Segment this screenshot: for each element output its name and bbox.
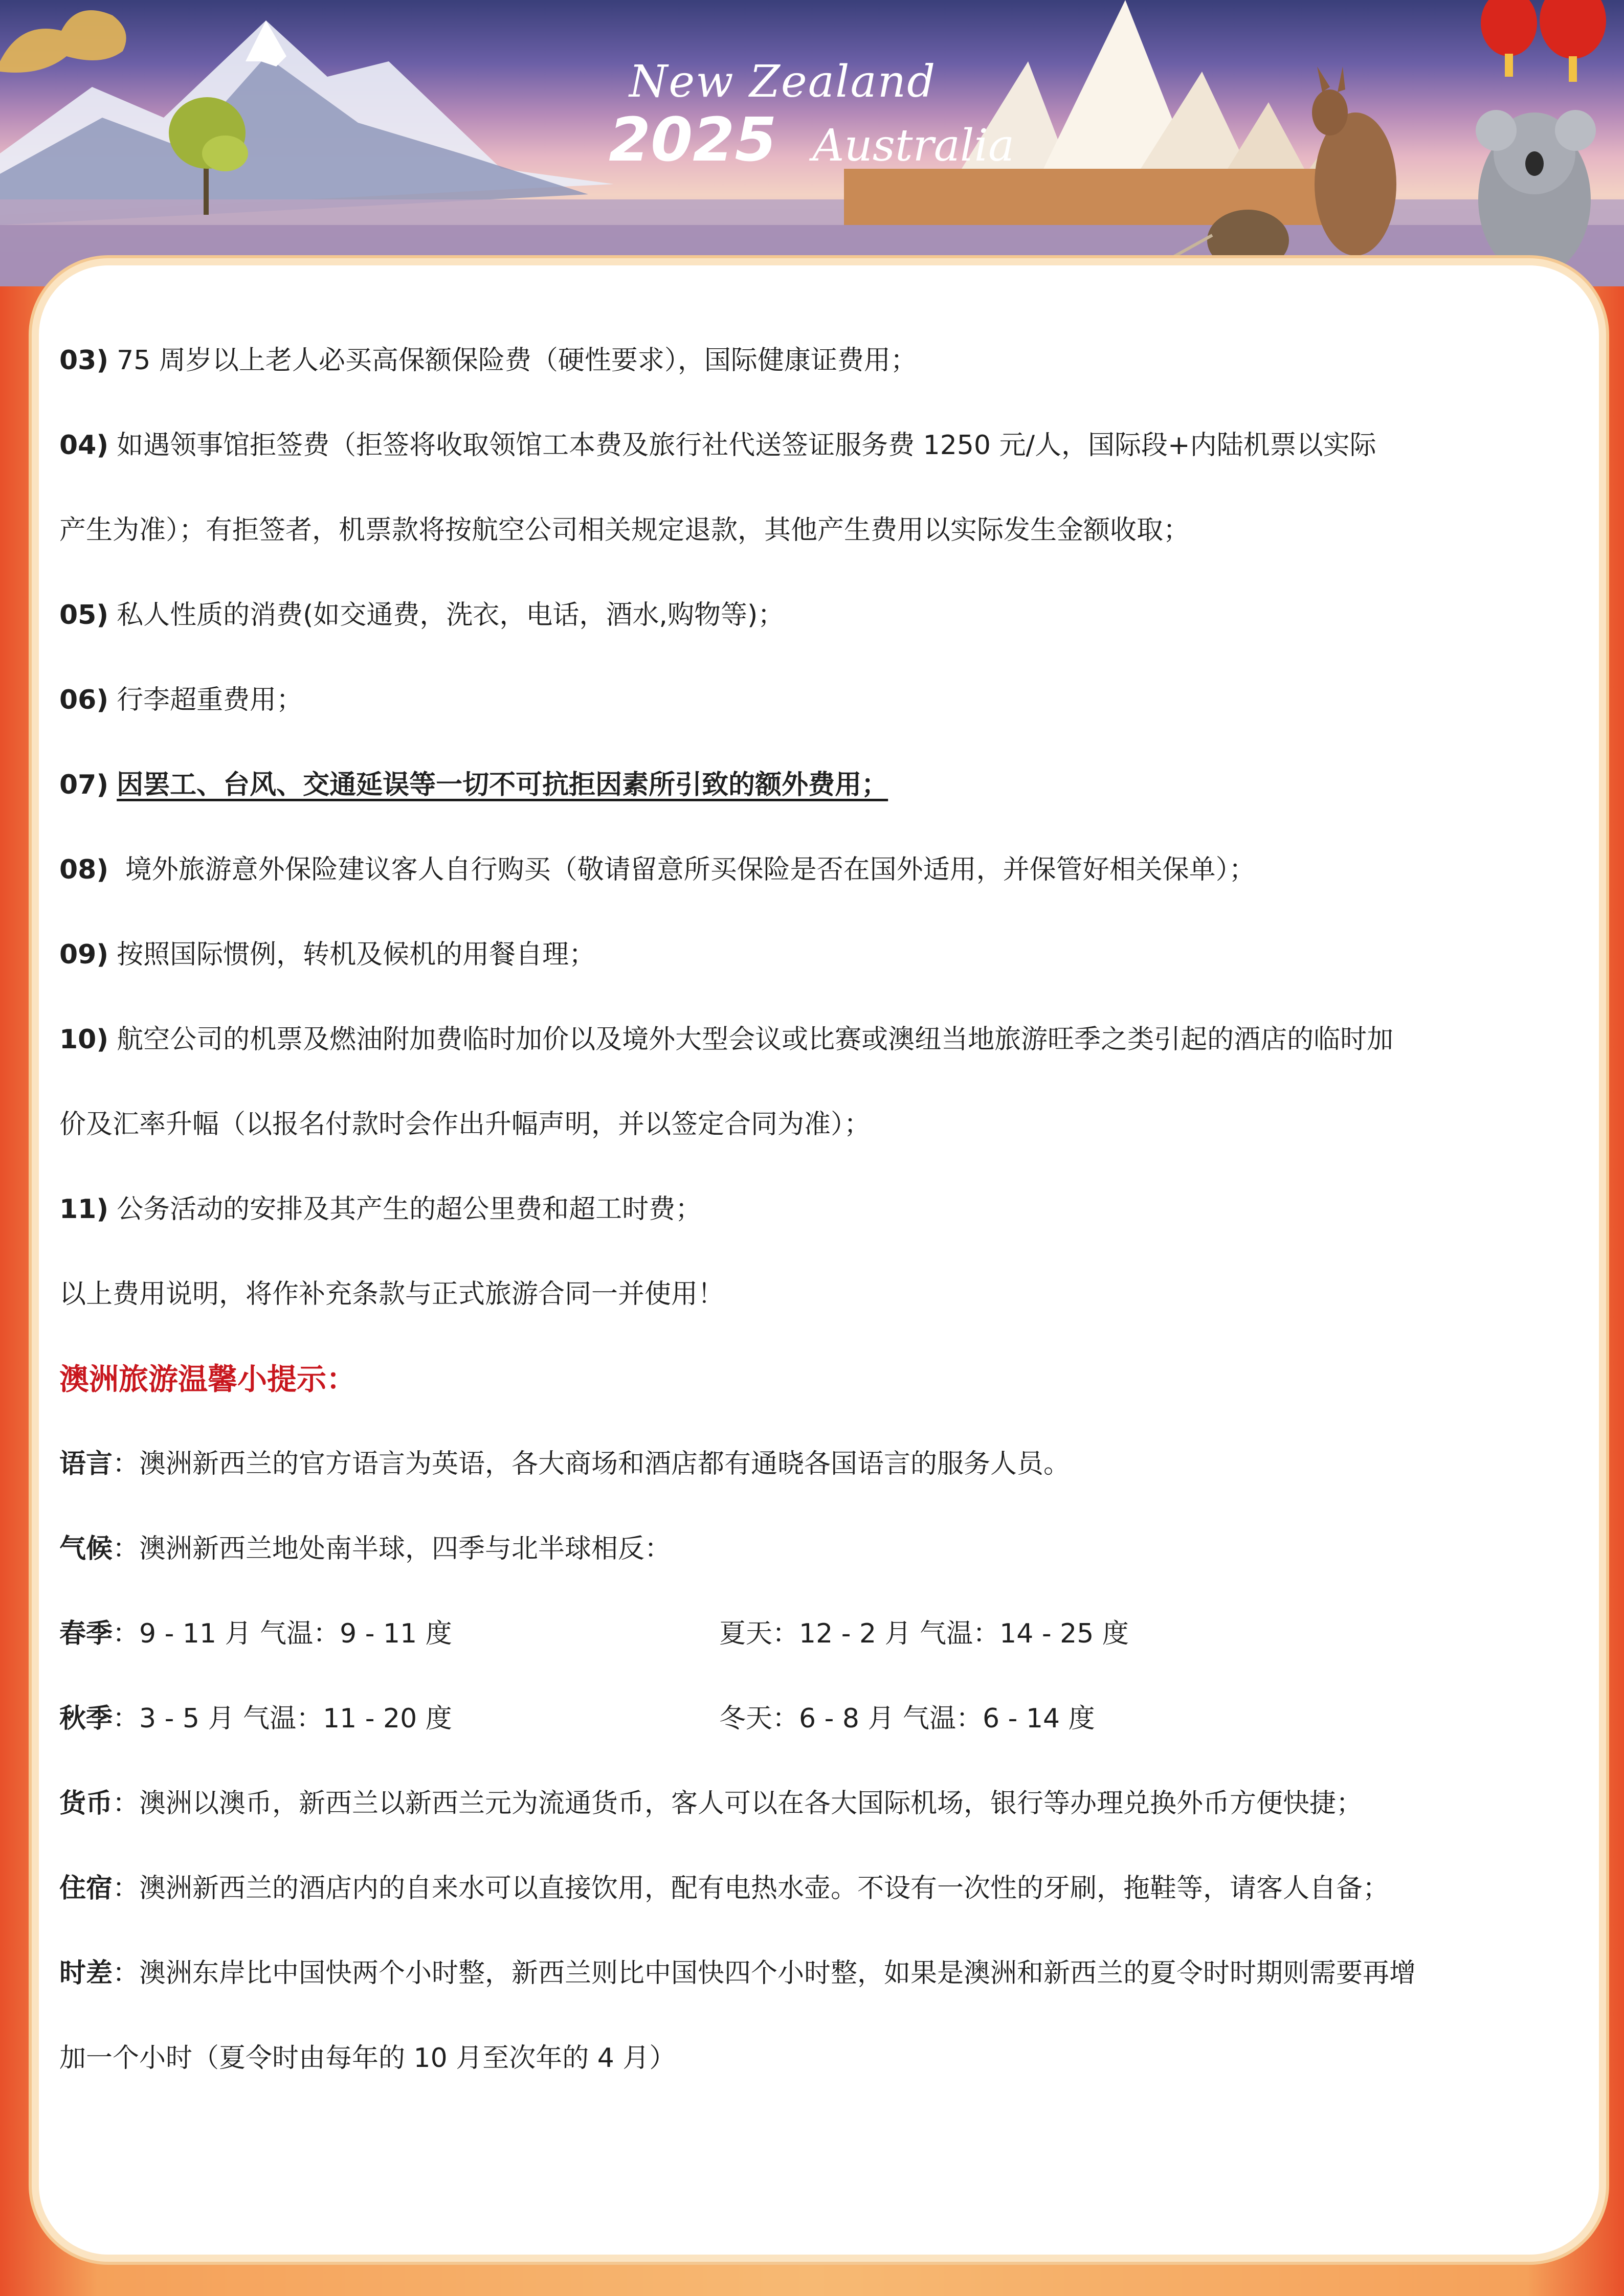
tip-lodging [59, 1855, 1558, 1940]
tip-summer: 夏天：12 - 2 月 气温：14 - 25 度 [719, 1618, 1129, 1649]
item-text: 75 周岁以上老人必买高保额保险费（硬性要求），国际健康证费用； [117, 345, 917, 376]
banner-year: 2025 [609, 104, 777, 175]
tip-language [59, 1431, 1558, 1516]
tip-climate [59, 1516, 1558, 1601]
list-item-continuation [59, 1091, 1558, 1176]
list-item [59, 1006, 1558, 1091]
item-number: 11) [59, 1194, 109, 1225]
item-number: 09) [59, 939, 109, 970]
tip-label: 语言 [59, 1449, 113, 1479]
banner-title-new-zealand: New Zealand [629, 56, 937, 107]
banner-title [609, 56, 1014, 175]
tip-text: ：澳洲以澳币，新西兰以新西兰元为流通货币，客人可以在各大国际机场，银行等办理兑换外币方便快捷； [113, 1788, 1363, 1819]
list-item [59, 582, 1558, 667]
tip-timezone-continuation: 加一个小时（夏令时由每年的 10 月至次年的 4 月） [59, 2043, 676, 2074]
tip-label: 住宿 [59, 1873, 113, 1904]
list-item [59, 921, 1558, 1006]
list-item [59, 752, 1558, 837]
tip-text: ：澳洲新西兰的酒店内的自来水可以直接饮用，配有电热水壶。不设有一次性的牙刷，拖鞋等，请客人自备； [113, 1873, 1390, 1904]
footer-note: 以上费用说明，将作补充条款与正式旅游合同一并使用！ [59, 1279, 725, 1310]
list-item [59, 1176, 1558, 1261]
tip-text: ：澳洲新西兰的官方语言为英语，各大商场和酒店都有通晓各国语言的服务人员。 [113, 1449, 1071, 1479]
list-item [59, 327, 1558, 412]
item-text-emphasis: 因罢工、台风、交通延误等一切不可抗拒因素所引致的额外费用； [117, 770, 888, 800]
tip-timezone [59, 1940, 1558, 2025]
item-number: 05) [59, 600, 109, 631]
tips-heading: 澳洲旅游温馨小提示： [59, 1362, 357, 1397]
tip-label: 货币 [59, 1788, 113, 1819]
item-text: 价及汇率升幅（以报名付款时会作出升幅声明，并以签定合同为准）； [59, 1109, 871, 1140]
banner-title-australia: Australia [812, 120, 1015, 171]
item-text: 境外旅游意外保险建议客人自行购买（敬请留意所买保险是否在国外适用，并保管好相关保单）； [117, 854, 1256, 885]
tip-label: 气候 [59, 1534, 113, 1564]
list-item [59, 412, 1558, 497]
item-text: 如遇领事馆拒签费（拒签将收取领馆工本费及旅行社代送签证服务费 1250 元/人，国际段+内陆机票以实际 [117, 430, 1376, 461]
header-banner [0, 0, 1624, 286]
item-number: 08) [59, 854, 109, 885]
list-item [59, 837, 1558, 921]
item-number: 10) [59, 1024, 109, 1055]
item-text: 按照国际惯例，转机及候机的用餐自理； [117, 939, 596, 970]
tip-text: ：3 - 5 月 气温：11 - 20 度 [113, 1703, 452, 1734]
item-text: 私人性质的消费(如交通费，洗衣，电话，酒水,购物等)； [117, 600, 785, 631]
tip-season-row [59, 1685, 1558, 1770]
tip-winter: 冬天：6 - 8 月 气温：6 - 14 度 [719, 1703, 1095, 1734]
item-text: 航空公司的机票及燃油附加费临时加价以及境外大型会议或比赛或澳纽当地旅游旺季之类引起的酒店的临时加 [117, 1024, 1394, 1055]
item-number: 06) [59, 685, 109, 715]
item-text: 行李超重费用； [117, 685, 303, 715]
tip-label: 时差 [59, 1958, 113, 1989]
list-item-continuation [59, 497, 1558, 582]
item-number: 07) [59, 770, 109, 800]
tip-label: 秋季 [59, 1703, 113, 1734]
tip-currency [59, 1770, 1558, 1855]
item-number: 04) [59, 430, 109, 461]
document-body [59, 327, 1558, 2110]
tip-label: 春季 [59, 1618, 113, 1649]
tip-text: ：澳洲东岸比中国快两个小时整，新西兰则比中国快四个小时整，如果是澳洲和新西兰的夏令时时期则需要再增 [113, 1958, 1416, 1989]
item-number: 03) [59, 345, 109, 376]
tip-season-row [59, 1601, 1558, 1685]
tip-text: ：9 - 11 月 气温：9 - 11 度 [113, 1618, 452, 1649]
list-item [59, 667, 1558, 752]
item-text: 产生为准）；有拒签者，机票款将按航空公司相关规定退款，其他产生费用以实际发生金额收取； [59, 515, 1190, 546]
tip-text: ：澳洲新西兰地处南半球，四季与北半球相反： [113, 1534, 672, 1564]
item-text: 公务活动的安排及其产生的超公里费和超工时费； [117, 1194, 702, 1225]
